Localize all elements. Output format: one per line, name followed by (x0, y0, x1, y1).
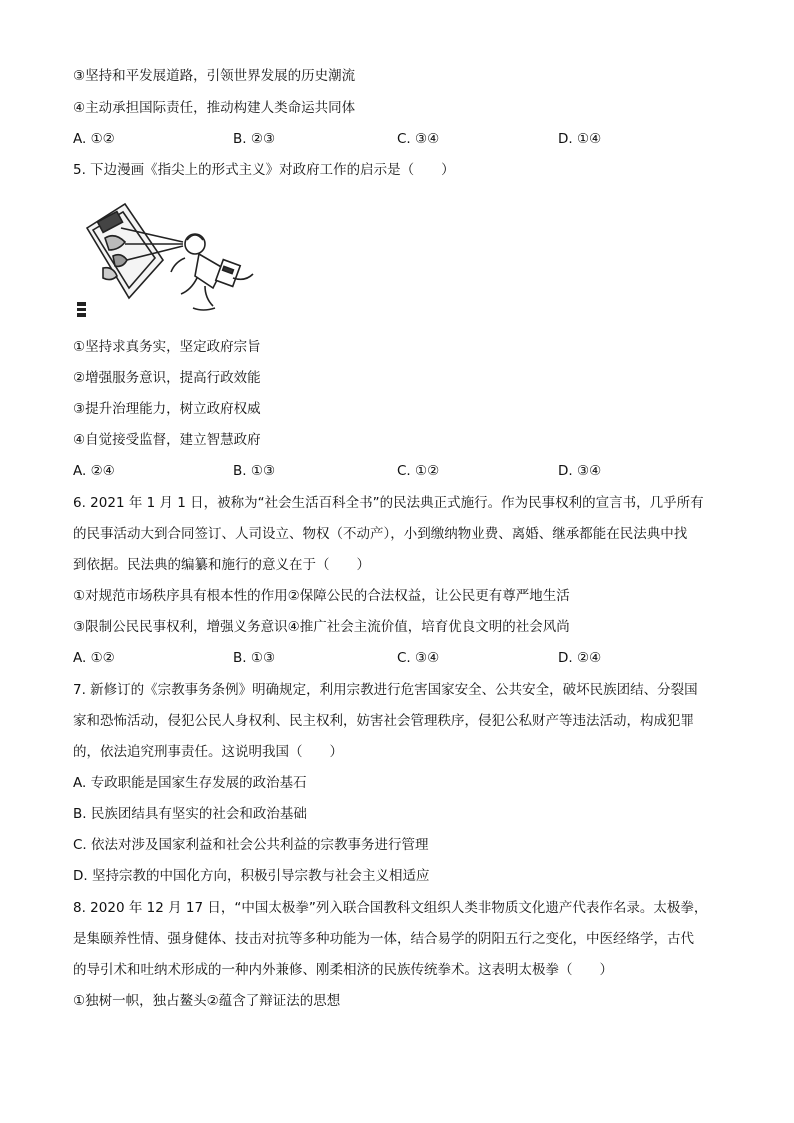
q8-stem-line-2: 是集颐养性情、强身健体、技击对抗等多种功能为一体，结合易学的阴阳五行之变化，中医经络学，古代 (73, 931, 694, 947)
q5-option-a[interactable]: A. ②④ (73, 463, 115, 479)
q5-statement-2: ②增强服务意识，提高行政效能 (73, 370, 261, 386)
q5-option-d[interactable]: D. ③④ (558, 463, 602, 479)
q6-option-c[interactable]: C. ③④ (397, 650, 440, 666)
q5-statement-1: ①坚持求真务实，坚定政府宗旨 (73, 339, 261, 355)
q4-option-c[interactable]: C. ③④ (397, 131, 440, 147)
q6-stem-line-3: 到依据。民法典的编纂和施行的意义在于（ ） (73, 557, 370, 573)
q6-statements-1-2: ①对规范市场秩序具有根本性的作用②保障公民的合法权益，让公民更有尊严地生活 (73, 588, 570, 604)
q6-option-d[interactable]: D. ②④ (558, 650, 602, 666)
q5-option-b[interactable]: B. ①③ (233, 463, 276, 479)
q6-options (73, 648, 723, 668)
q6-statements-3-4: ③限制公民民事权利，增强义务意识④推广社会主流价值，培育优良文明的社会风尚 (73, 619, 570, 635)
q6-stem-line-1: 6. 2021 年 1 月 1 日，被称为“社会生活百科全书”的民法典正式施行。作为民事权利的宣言书，几乎所有 (73, 495, 704, 511)
q4-option-d[interactable]: D. ①④ (558, 131, 602, 147)
q7-option-d[interactable]: D. 坚持宗教的中国化方向，积极引导宗教与社会主义相适应 (73, 868, 430, 884)
q4-statement-4: ④主动承担国际责任，推动构建人类命运共同体 (73, 100, 356, 116)
q6-option-b[interactable]: B. ①③ (233, 650, 276, 666)
q4-option-a[interactable]: A. ①② (73, 131, 115, 147)
q6-option-a[interactable]: A. ①② (73, 650, 115, 666)
q7-option-c[interactable]: C. 依法对涉及国家利益和社会公共利益的宗教事务进行管理 (73, 837, 429, 853)
q6-stem-line-2: 的民事活动大到合同签订、人司设立、物权（不动产），小到缴纳物业费、离婚、继承都能在民法典中找 (73, 526, 688, 542)
q5-option-c[interactable]: C. ①② (397, 463, 440, 479)
q8-statements-1-2: ①独树一帜，独占鳌头②蕴含了辩证法的思想 (73, 993, 341, 1009)
q8-stem-line-3: 的导引术和吐纳术形成的一种内外兼修、刚柔相济的民族传统拳术。这表明太极拳（ ） (73, 962, 613, 978)
q7-stem-line-1: 7. 新修订的《宗教事务条例》明确规定，利用宗教进行危害国家安全、公共安全，破坏民族团结、分裂国 (73, 682, 698, 698)
q7-option-b[interactable]: B. 民族团结具有坚实的社会和政治基础 (73, 806, 307, 822)
q4-option-b[interactable]: B. ②③ (233, 131, 276, 147)
q7-stem-line-3: 的，依法追究刑事责任。这说明我国（ ） (73, 744, 343, 760)
q7-option-a[interactable]: A. 专政职能是国家生存发展的政治基石 (73, 775, 307, 791)
q5-stem: 5. 下边漫画《指尖上的形式主义》对政府工作的启示是（ ） (73, 162, 455, 178)
q4-options (73, 129, 723, 149)
q8-stem-line-1: 8. 2020 年 12 月 17 日，“中国太极拳”列入联合国教科文组织人类非物质文化遗产代表作名录。太极拳， (73, 900, 708, 916)
cartoon-image (73, 198, 258, 323)
q4-statement-3: ③坚持和平发展道路，引领世界发展的历史潮流 (73, 68, 356, 84)
q5-statement-4: ④自觉接受监督，建立智慧政府 (73, 432, 261, 448)
q5-options (73, 461, 723, 481)
q5-statement-3: ③提升治理能力，树立政府权威 (73, 401, 261, 417)
q7-stem-line-2: 家和恐怖活动，侵犯公民人身权利、民主权利，妨害社会管理秩序，侵犯公私财产等违法活动，构成犯罪 (73, 713, 694, 729)
